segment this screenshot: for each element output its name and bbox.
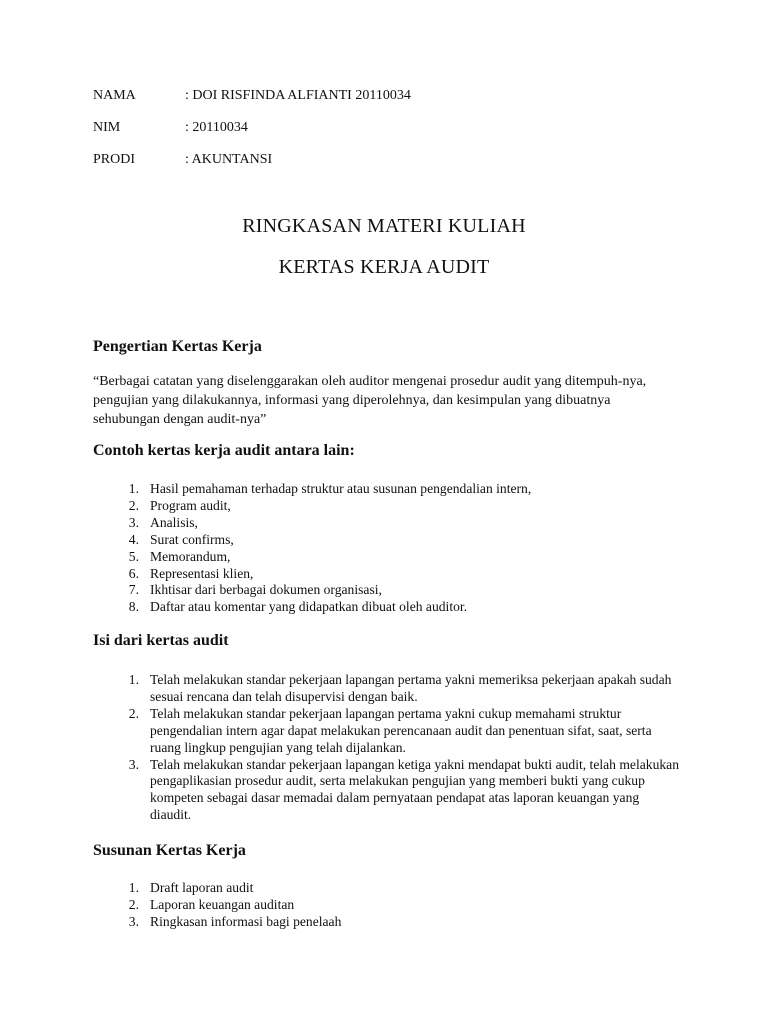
list-text: Surat confirms, <box>150 531 234 547</box>
list-text: Analisis, <box>150 514 198 530</box>
document-title: RINGKASAN MATERI KULIAH <box>242 215 526 237</box>
list-item <box>93 566 683 583</box>
heading-susunan: Susunan Kertas Kerja <box>93 842 246 859</box>
info-value: : 20110034 <box>185 120 248 135</box>
list-text: Ringkasan informasi bagi penelaah <box>150 913 342 929</box>
list-item <box>93 532 683 549</box>
document-subtitle: KERTAS KERJA AUDIT <box>278 256 490 278</box>
contoh-list <box>93 481 683 616</box>
list-item <box>93 706 683 757</box>
student-info <box>93 86 411 182</box>
list-text: Draft laporan audit <box>150 880 254 895</box>
list-item <box>93 897 683 914</box>
list-text: Daftar atau komentar yang didapatkan dibuat oleh auditor. <box>150 599 468 615</box>
heading-contoh: Contoh kertas kerja audit antara lain: <box>93 442 355 459</box>
list-number: 3. <box>128 514 139 530</box>
list-number: 1. <box>128 672 139 687</box>
list-text: Telah melakukan standar pekerjaan lapangan pertama yakni memeriksa pekerjaan apakah sudah sesuai rencana dan telah disupervisi dengan baik. <box>150 672 672 704</box>
list-number: 2. <box>128 705 139 721</box>
info-label: PRODI <box>93 152 136 167</box>
list-number: 1. <box>128 880 139 895</box>
list-number: 3. <box>128 913 139 929</box>
info-value: : DOI RISFINDA ALFIANTI 20110034 <box>185 88 411 103</box>
heading-pengertian: Pengertian Kertas Kerja <box>93 338 262 355</box>
list-item <box>93 880 683 897</box>
list-text: Memorandum, <box>150 548 231 564</box>
list-number: 4. <box>128 531 139 547</box>
isi-list <box>93 672 683 824</box>
list-text: Program audit, <box>150 497 231 513</box>
info-label: NIM <box>93 120 121 135</box>
definition-quote: “Berbagai catatan yang diselenggarakan oleh auditor mengenai prosedur audit yang ditempuh-nya, pengujian yang dilakukannya, informasi yang diperolehnya, dan kesimpulan yang dibuatnya sehubungan dengan audit-nya” <box>93 374 647 427</box>
list-number: 5. <box>128 548 139 564</box>
list-text: Laporan keuangan auditan <box>150 896 295 912</box>
list-item <box>93 549 683 566</box>
list-item <box>93 599 683 616</box>
list-number: 1. <box>128 481 139 496</box>
list-text: Hasil pemahaman terhadap struktur atau susunan pengendalian intern, <box>150 481 532 496</box>
list-item <box>93 672 683 706</box>
info-row-nim <box>93 118 411 150</box>
list-text: Representasi klien, <box>150 565 254 581</box>
list-number: 7. <box>128 582 139 598</box>
list-number: 2. <box>128 497 139 513</box>
list-number: 8. <box>128 599 139 615</box>
info-row-nama <box>93 86 411 118</box>
info-label: NAMA <box>93 88 136 103</box>
list-number: 3. <box>128 756 139 772</box>
heading-isi: Isi dari kertas audit <box>93 632 229 649</box>
list-number: 6. <box>128 565 139 581</box>
list-text: Telah melakukan standar pekerjaan lapangan ketiga yakni mendapat bukti audit, telah melakukan pengaplikasian prosedur audit, serta melakukan pengujian yang memberi bukti yang cukup kompeten sebagai dasar memadai dalam pernyataan pendapat atas laporan keuangan yang diaudit. <box>150 756 680 823</box>
list-item <box>93 757 683 825</box>
info-row-prodi <box>93 150 411 182</box>
susunan-list <box>93 880 683 931</box>
list-item <box>93 515 683 532</box>
list-text: Telah melakukan standar pekerjaan lapangan pertama yakni cukup memahami struktur pengendalian intern agar dapat melakukan perencanaan audit dan penentuan sifat, saat, serta ruang lingkup pengujian yang telah dijalankan. <box>150 705 652 755</box>
list-item <box>93 498 683 515</box>
info-value: : AKUNTANSI <box>185 152 273 167</box>
list-item <box>93 914 683 931</box>
list-item <box>93 582 683 599</box>
list-number: 2. <box>128 896 139 912</box>
list-item <box>93 481 683 498</box>
list-text: Ikhtisar dari berbagai dokumen organisasi, <box>150 582 382 598</box>
